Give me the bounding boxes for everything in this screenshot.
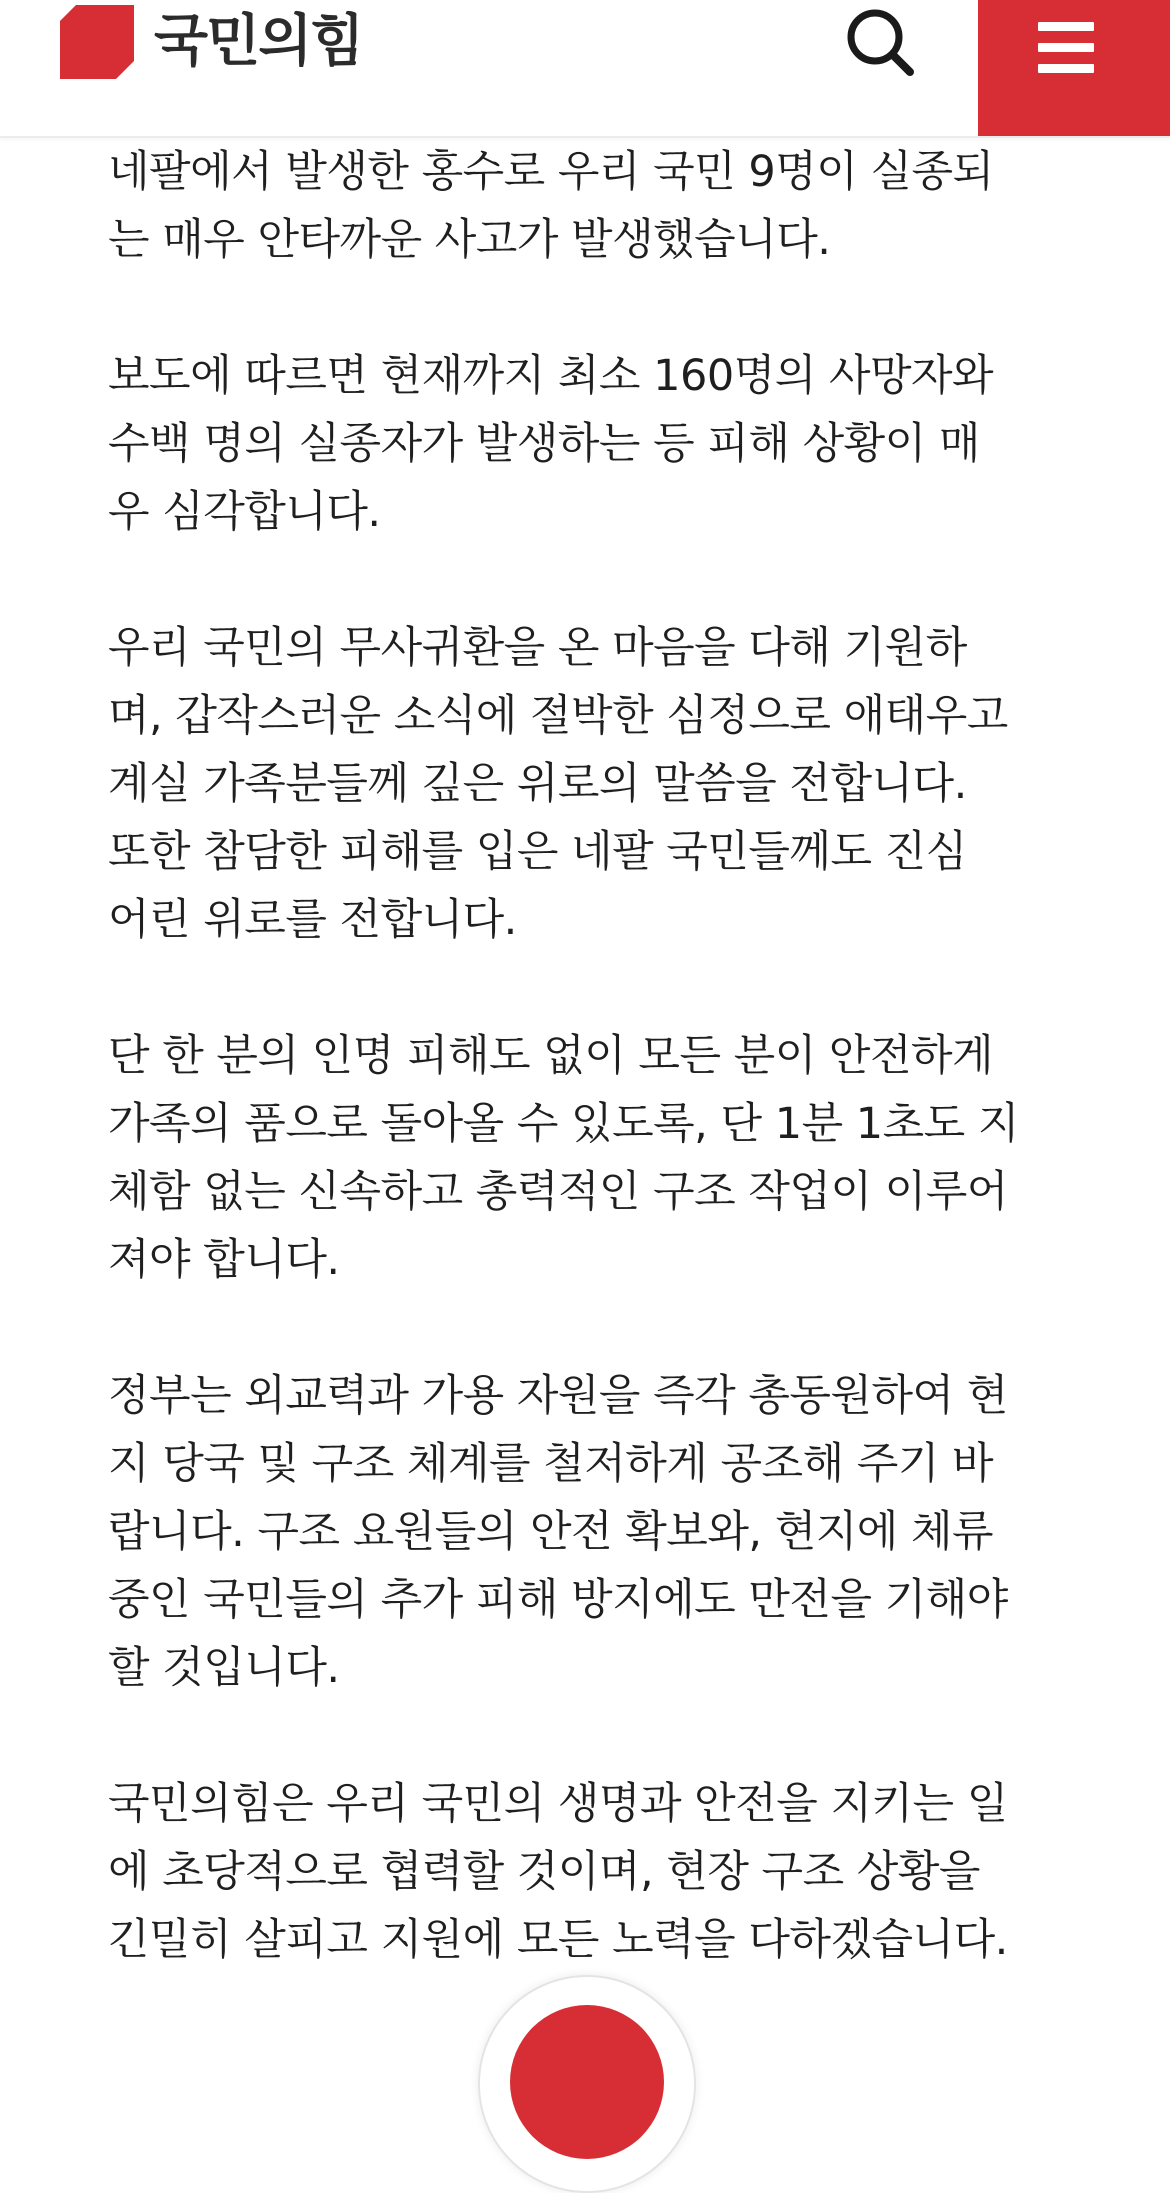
paragraph-line: 단 한 분의 인명 피해도 없이 모든 분이 안전하게 xyxy=(108,1031,994,1081)
floating-action-button[interactable] xyxy=(478,1975,696,2193)
floating-action-button-icon xyxy=(510,2005,664,2159)
paragraph-line: 계실 가족분들께 깊은 위로의 말씀을 전합니다. xyxy=(108,759,967,809)
search-button[interactable] xyxy=(840,2,920,82)
paragraph-line: 는 매우 안타까운 사고가 발생했습니다. xyxy=(108,215,831,265)
article-paragraph xyxy=(108,138,1078,274)
paragraph-line: 에 초당적으로 협력할 것이며, 현장 구조 상황을 xyxy=(108,1847,980,1897)
paragraph-line: 며, 갑작스러운 소식에 절박한 심정으로 애태우고 xyxy=(108,691,1008,741)
article-body xyxy=(108,138,1078,2042)
article-paragraph xyxy=(108,1362,1078,1702)
paragraph-line: 가족의 품으로 돌아올 수 있도록, 단 1분 1초도 지 xyxy=(108,1099,1019,1149)
article-paragraph xyxy=(108,1770,1078,1974)
site-header xyxy=(0,0,1170,138)
paragraph-line: 할 것입니다. xyxy=(108,1643,340,1693)
paragraph-line: 정부는 외교력과 가용 자원을 즉각 총동원하여 현 xyxy=(108,1371,1008,1421)
search-icon xyxy=(844,6,916,78)
paragraph-line: 지 당국 및 구조 체계를 철저하게 공조해 주기 바 xyxy=(108,1439,994,1489)
paragraph-line: 중인 국민들의 추가 피해 방지에도 만전을 기해야 xyxy=(108,1575,1008,1625)
paragraph-line: 또한 참담한 피해를 입은 네팔 국민들께도 진심 xyxy=(108,827,967,877)
article-paragraph xyxy=(108,614,1078,954)
paragraph-line: 네팔에서 발생한 홍수로 우리 국민 9명이 실종되 xyxy=(108,147,994,197)
paragraph-line: 체함 없는 신속하고 총력적인 구조 작업이 이루어 xyxy=(108,1167,1008,1217)
party-logo-icon xyxy=(58,3,136,81)
site-logo[interactable] xyxy=(58,2,362,82)
paragraph-line: 우리 국민의 무사귀환을 온 마음을 다해 기원하 xyxy=(108,623,967,673)
article-paragraph xyxy=(108,1022,1078,1294)
article-paragraph xyxy=(108,342,1078,546)
paragraph-line: 보도에 따르면 현재까지 최소 160명의 사망자와 xyxy=(108,351,994,401)
paragraph-line: 랍니다. 구조 요원들의 안전 확보와, 현지에 체류 xyxy=(108,1507,994,1557)
paragraph-line: 긴밀히 살피고 지원에 모든 노력을 다하겠습니다. xyxy=(108,1915,1008,1965)
paragraph-line: 어린 위로를 전합니다. xyxy=(108,895,517,945)
paragraph-line: 수백 명의 실종자가 발생하는 등 피해 상황이 매 xyxy=(108,419,980,469)
logo-text: 국민의힘 xyxy=(154,9,363,74)
paragraph-line: 국민의힘은 우리 국민의 생명과 안전을 지키는 일 xyxy=(108,1779,1008,1829)
paragraph-line: 우 심각합니다. xyxy=(108,487,381,537)
menu-button[interactable] xyxy=(978,0,1170,136)
paragraph-line: 져야 합니다. xyxy=(108,1235,340,1285)
